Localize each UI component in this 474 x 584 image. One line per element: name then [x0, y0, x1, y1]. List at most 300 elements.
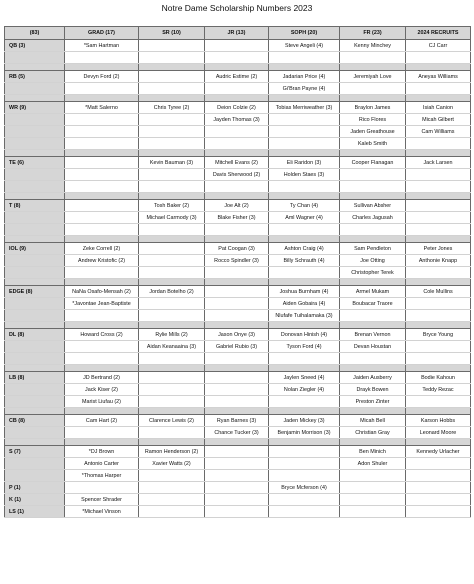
player-cell-recruits [406, 52, 471, 64]
player-cell-recruits [406, 267, 471, 279]
separator-cell [65, 95, 139, 102]
player-cell-soph [269, 494, 340, 506]
player-cell-sr: Rylie Mills (2) [139, 329, 205, 341]
player-cell-soph: Ashton Craig (4) [269, 243, 340, 255]
position-label: DL (8) [5, 329, 65, 341]
player-cell-jr: Rocco Spindler (3) [205, 255, 269, 267]
player-cell-grad [65, 482, 139, 494]
player-cell-jr [205, 506, 269, 518]
player-cell-sr [139, 138, 205, 150]
position-label: P (1) [5, 482, 65, 494]
player-cell-soph [269, 506, 340, 518]
position-label: S (7) [5, 446, 65, 458]
player-cell-grad: *Javontae Jean-Baptiste [65, 298, 139, 310]
position-label: T (8) [5, 200, 65, 212]
player-cell-jr: Pat Coogan (3) [205, 243, 269, 255]
player-cell-sr [139, 71, 205, 83]
player-cell-recruits: Leonard Moore [406, 427, 471, 439]
player-cell-recruits [406, 396, 471, 408]
player-cell-soph: Joshua Burnham (4) [269, 286, 340, 298]
separator-cell [406, 439, 471, 446]
table-row [5, 83, 471, 95]
player-cell-recruits: Karson Hobbs [406, 415, 471, 427]
table-row [5, 138, 471, 150]
player-cell-sr: Tosh Baker (2) [139, 200, 205, 212]
group-separator-row [5, 193, 471, 200]
separator-cell [5, 64, 65, 71]
player-cell-recruits [406, 353, 471, 365]
table-row [5, 341, 471, 353]
player-cell-sr: Kevin Bauman (3) [139, 157, 205, 169]
position-label: LB (8) [5, 372, 65, 384]
player-cell-grad [65, 157, 139, 169]
position-label: RB (5) [5, 71, 65, 83]
separator-cell [205, 322, 269, 329]
player-cell-recruits [406, 482, 471, 494]
separator-cell [65, 322, 139, 329]
separator-cell [139, 279, 205, 286]
player-cell-fr: Ben Minich [340, 446, 406, 458]
table-row [5, 415, 471, 427]
player-cell-grad: Cam Hart (2) [65, 415, 139, 427]
player-cell-jr [205, 396, 269, 408]
player-cell-recruits: Isiah Canion [406, 102, 471, 114]
player-cell-grad: Devyn Ford (2) [65, 71, 139, 83]
player-cell-grad [65, 310, 139, 322]
player-cell-recruits [406, 169, 471, 181]
separator-cell [139, 95, 205, 102]
position-label [5, 353, 65, 365]
table-row [5, 200, 471, 212]
separator-cell [65, 150, 139, 157]
player-cell-sr [139, 310, 205, 322]
position-label: LS (1) [5, 506, 65, 518]
separator-cell [269, 236, 340, 243]
player-cell-recruits: Teddy Rezac [406, 384, 471, 396]
player-cell-sr [139, 114, 205, 126]
player-cell-fr: Drayk Bowen [340, 384, 406, 396]
table-row [5, 102, 471, 114]
player-cell-fr: Devan Houstan [340, 341, 406, 353]
player-cell-jr [205, 138, 269, 150]
header-grad: GRAD (17) [65, 27, 139, 40]
header-total: (83) [5, 27, 65, 40]
position-label [5, 310, 65, 322]
position-label: K (1) [5, 494, 65, 506]
table-row [5, 482, 471, 494]
player-cell-fr [340, 310, 406, 322]
separator-cell [205, 439, 269, 446]
player-cell-jr [205, 181, 269, 193]
separator-cell [406, 279, 471, 286]
position-label [5, 52, 65, 64]
player-cell-soph [269, 181, 340, 193]
table-row [5, 255, 471, 267]
player-cell-sr [139, 298, 205, 310]
player-cell-fr [340, 181, 406, 193]
separator-cell [340, 439, 406, 446]
table-row [5, 372, 471, 384]
player-cell-fr: Adon Shuler [340, 458, 406, 470]
separator-cell [406, 408, 471, 415]
player-cell-grad: Andrew Kristofic (2) [65, 255, 139, 267]
player-cell-fr: Jaden Greathouse [340, 126, 406, 138]
separator-cell [139, 322, 205, 329]
separator-cell [406, 365, 471, 372]
player-cell-grad [65, 114, 139, 126]
player-cell-grad: *Michael Vinson [65, 506, 139, 518]
player-cell-fr [340, 52, 406, 64]
player-cell-fr [340, 482, 406, 494]
player-cell-fr [340, 353, 406, 365]
player-cell-recruits [406, 298, 471, 310]
player-cell-grad [65, 52, 139, 64]
table-row [5, 181, 471, 193]
table-row [5, 427, 471, 439]
player-cell-sr: Xavier Watts (2) [139, 458, 205, 470]
player-cell-grad [65, 427, 139, 439]
player-cell-soph [269, 138, 340, 150]
player-cell-recruits: Kennedy Urlacher [406, 446, 471, 458]
player-cell-sr [139, 126, 205, 138]
player-cell-sr [139, 224, 205, 236]
separator-cell [406, 150, 471, 157]
player-cell-soph [269, 267, 340, 279]
separator-cell [406, 322, 471, 329]
position-label [5, 267, 65, 279]
table-row [5, 52, 471, 64]
separator-cell [340, 193, 406, 200]
table-row [5, 396, 471, 408]
table-row [5, 71, 471, 83]
group-separator-row [5, 236, 471, 243]
separator-cell [65, 193, 139, 200]
player-cell-grad [65, 224, 139, 236]
player-cell-fr: Christian Gray [340, 427, 406, 439]
player-cell-fr: Christopher Terek [340, 267, 406, 279]
position-label: CB (8) [5, 415, 65, 427]
separator-cell [139, 64, 205, 71]
player-cell-jr [205, 224, 269, 236]
player-cell-grad: Zeke Correll (2) [65, 243, 139, 255]
player-cell-recruits: Bryce Young [406, 329, 471, 341]
separator-cell [139, 408, 205, 415]
player-cell-jr [205, 310, 269, 322]
player-cell-sr: Ramon Henderson (2) [139, 446, 205, 458]
player-cell-jr: Chance Tucker (3) [205, 427, 269, 439]
player-cell-soph [269, 126, 340, 138]
table-row [5, 506, 471, 518]
player-cell-fr [340, 224, 406, 236]
player-cell-soph: Jadarian Price (4) [269, 71, 340, 83]
player-cell-fr: Kenny Minchey [340, 40, 406, 52]
player-cell-soph: Donovan Hinish (4) [269, 329, 340, 341]
separator-cell [139, 236, 205, 243]
separator-cell [5, 279, 65, 286]
separator-cell [205, 236, 269, 243]
player-cell-jr [205, 286, 269, 298]
player-cell-fr: Cooper Flanagan [340, 157, 406, 169]
separator-cell [5, 439, 65, 446]
separator-cell [269, 279, 340, 286]
group-separator-row [5, 150, 471, 157]
table-row [5, 458, 471, 470]
player-cell-sr [139, 494, 205, 506]
player-cell-sr [139, 181, 205, 193]
player-cell-grad: Howard Cross (2) [65, 329, 139, 341]
player-cell-grad [65, 200, 139, 212]
player-cell-grad [65, 169, 139, 181]
separator-cell [139, 150, 205, 157]
separator-cell [340, 236, 406, 243]
position-label: EDGE (8) [5, 286, 65, 298]
player-cell-jr: Deion Colzie (2) [205, 102, 269, 114]
player-cell-sr [139, 267, 205, 279]
player-cell-fr: Boubacar Traore [340, 298, 406, 310]
separator-cell [340, 279, 406, 286]
player-cell-soph: Jaden Mickey (3) [269, 415, 340, 427]
player-cell-soph [269, 470, 340, 482]
player-cell-fr: Jeremiyah Love [340, 71, 406, 83]
player-cell-fr [340, 494, 406, 506]
separator-cell [65, 439, 139, 446]
player-cell-soph [269, 446, 340, 458]
position-label [5, 384, 65, 396]
table-row [5, 267, 471, 279]
player-cell-grad: Marist Liufau (2) [65, 396, 139, 408]
player-cell-soph: Aml Wagner (4) [269, 212, 340, 224]
separator-cell [269, 150, 340, 157]
separator-cell [406, 236, 471, 243]
player-cell-jr: Jason Onye (3) [205, 329, 269, 341]
player-cell-jr: Ryan Barnes (3) [205, 415, 269, 427]
separator-cell [5, 408, 65, 415]
position-label: QB (3) [5, 40, 65, 52]
player-cell-sr [139, 506, 205, 518]
player-cell-grad: *Sam Hartman [65, 40, 139, 52]
separator-cell [65, 408, 139, 415]
player-cell-jr: Davis Sherwood (2) [205, 169, 269, 181]
player-cell-grad [65, 267, 139, 279]
player-cell-jr [205, 384, 269, 396]
separator-cell [205, 365, 269, 372]
player-cell-sr [139, 396, 205, 408]
player-cell-recruits: Cam Williams [406, 126, 471, 138]
player-cell-jr [205, 40, 269, 52]
position-label: IOL (9) [5, 243, 65, 255]
player-cell-sr [139, 470, 205, 482]
player-cell-recruits [406, 83, 471, 95]
player-cell-fr: Braylon James [340, 102, 406, 114]
separator-cell [340, 365, 406, 372]
player-cell-sr [139, 52, 205, 64]
position-label [5, 458, 65, 470]
scholarship-table [4, 26, 471, 518]
player-cell-recruits [406, 200, 471, 212]
separator-cell [269, 408, 340, 415]
player-cell-sr [139, 482, 205, 494]
header-row [5, 27, 471, 40]
table-row [5, 298, 471, 310]
separator-cell [340, 150, 406, 157]
player-cell-grad: NaNa Osafo-Mensah (2) [65, 286, 139, 298]
separator-cell [269, 193, 340, 200]
group-separator-row [5, 279, 471, 286]
table-row [5, 353, 471, 365]
player-cell-sr [139, 169, 205, 181]
position-label [5, 224, 65, 236]
player-cell-sr [139, 255, 205, 267]
position-label [5, 181, 65, 193]
position-label [5, 341, 65, 353]
player-cell-sr: Chris Tyree (2) [139, 102, 205, 114]
player-cell-recruits [406, 506, 471, 518]
position-label: WR (9) [5, 102, 65, 114]
player-cell-jr [205, 267, 269, 279]
separator-cell [205, 193, 269, 200]
player-cell-jr: Joe Alt (2) [205, 200, 269, 212]
player-cell-fr: Brenan Vernon [340, 329, 406, 341]
separator-cell [340, 95, 406, 102]
separator-cell [406, 193, 471, 200]
player-cell-jr [205, 482, 269, 494]
separator-cell [205, 150, 269, 157]
table-row [5, 494, 471, 506]
player-cell-soph: Tobias Merriweather (3) [269, 102, 340, 114]
player-cell-recruits: CJ Carr [406, 40, 471, 52]
player-cell-recruits [406, 181, 471, 193]
group-separator-row [5, 322, 471, 329]
separator-cell [406, 64, 471, 71]
player-cell-grad: Spencer Shrader [65, 494, 139, 506]
player-cell-fr: Charles Jagusah [340, 212, 406, 224]
player-cell-jr [205, 52, 269, 64]
player-cell-grad [65, 126, 139, 138]
player-cell-recruits [406, 224, 471, 236]
table-row [5, 126, 471, 138]
player-cell-soph: Bryce Mcferson (4) [269, 482, 340, 494]
player-cell-recruits [406, 310, 471, 322]
group-separator-row [5, 365, 471, 372]
player-cell-grad [65, 138, 139, 150]
separator-cell [269, 439, 340, 446]
player-cell-recruits [406, 341, 471, 353]
player-cell-sr [139, 427, 205, 439]
separator-cell [205, 95, 269, 102]
player-cell-jr [205, 494, 269, 506]
player-cell-fr: Sam Pendleton [340, 243, 406, 255]
separator-cell [139, 439, 205, 446]
player-cell-soph [269, 396, 340, 408]
table-row [5, 470, 471, 482]
player-cell-grad: JD Bertrand (2) [65, 372, 139, 384]
player-cell-jr [205, 372, 269, 384]
separator-cell [205, 64, 269, 71]
player-cell-sr [139, 83, 205, 95]
header-sr: SR (10) [139, 27, 205, 40]
player-cell-recruits: Micah Gilbert [406, 114, 471, 126]
separator-cell [5, 365, 65, 372]
table-row [5, 243, 471, 255]
table-row [5, 384, 471, 396]
player-cell-grad [65, 341, 139, 353]
player-cell-grad: *Thomas Harper [65, 470, 139, 482]
separator-cell [5, 150, 65, 157]
player-cell-sr [139, 372, 205, 384]
player-cell-recruits [406, 138, 471, 150]
separator-cell [65, 236, 139, 243]
player-cell-soph: Billy Schrauth (4) [269, 255, 340, 267]
player-cell-soph: Tyson Ford (4) [269, 341, 340, 353]
player-cell-fr [340, 506, 406, 518]
player-cell-sr [139, 40, 205, 52]
player-cell-jr [205, 470, 269, 482]
player-cell-jr: Mitchell Evans (2) [205, 157, 269, 169]
separator-cell [269, 322, 340, 329]
player-cell-jr [205, 298, 269, 310]
player-cell-grad: *Matt Salerno [65, 102, 139, 114]
position-label [5, 138, 65, 150]
separator-cell [269, 95, 340, 102]
table-row [5, 310, 471, 322]
player-cell-jr: Audric Estime (2) [205, 71, 269, 83]
player-cell-recruits: Bodie Kahoun [406, 372, 471, 384]
player-cell-fr: Armel Mukam [340, 286, 406, 298]
player-cell-grad [65, 83, 139, 95]
separator-cell [269, 365, 340, 372]
position-label [5, 114, 65, 126]
separator-cell [139, 365, 205, 372]
player-cell-fr [340, 83, 406, 95]
header-recruits: 2024 RECRUITS [406, 27, 471, 40]
player-cell-jr: Blake Fisher (3) [205, 212, 269, 224]
player-cell-soph: Gi'Bran Payne (4) [269, 83, 340, 95]
player-cell-sr: Clarence Lewis (2) [139, 415, 205, 427]
player-cell-fr: Sullivan Absher [340, 200, 406, 212]
player-cell-jr: Gabriel Rubio (3) [205, 341, 269, 353]
header-jr: JR (13) [205, 27, 269, 40]
separator-cell [65, 64, 139, 71]
player-cell-soph: Ty Chan (4) [269, 200, 340, 212]
player-cell-sr [139, 243, 205, 255]
separator-cell [5, 236, 65, 243]
player-cell-recruits [406, 212, 471, 224]
player-cell-soph [269, 353, 340, 365]
player-cell-jr [205, 126, 269, 138]
player-cell-fr [340, 470, 406, 482]
separator-cell [5, 95, 65, 102]
player-cell-sr [139, 384, 205, 396]
separator-cell [340, 322, 406, 329]
header-soph: SOPH (20) [269, 27, 340, 40]
player-cell-sr: Michael Carmody (3) [139, 212, 205, 224]
player-cell-recruits: Aneyas Williams [406, 71, 471, 83]
table-row [5, 329, 471, 341]
player-cell-soph [269, 114, 340, 126]
separator-cell [205, 408, 269, 415]
player-cell-fr: Preston Zinter [340, 396, 406, 408]
player-cell-recruits [406, 494, 471, 506]
player-cell-grad: Antonio Carter [65, 458, 139, 470]
player-cell-grad [65, 212, 139, 224]
player-cell-jr [205, 446, 269, 458]
player-cell-soph: Nolan Ziegler (4) [269, 384, 340, 396]
player-cell-sr: Jordan Botelho (2) [139, 286, 205, 298]
player-cell-fr: Micah Bell [340, 415, 406, 427]
separator-cell [269, 64, 340, 71]
position-label [5, 255, 65, 267]
separator-cell [65, 279, 139, 286]
